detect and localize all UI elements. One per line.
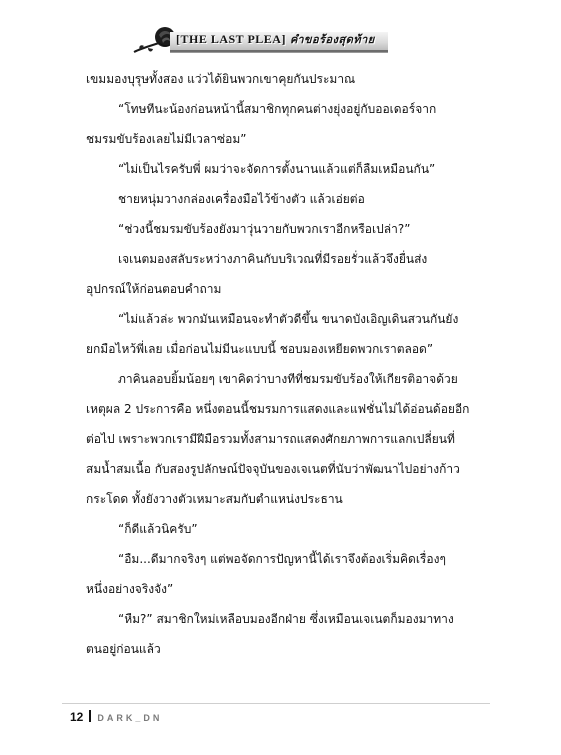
book-title-en: [THE LAST PLEA] xyxy=(176,32,286,46)
page-footer xyxy=(70,708,162,726)
text-line: “อืม...ดีมากจริงๆ แต่พอจัดการปัญหานี้ได้เราจึงต้องเริ่มคิดเรื่องๆ xyxy=(118,552,446,566)
footer-separator xyxy=(89,710,91,722)
book-title-th: คำขอร้องสุดท้าย xyxy=(289,33,375,46)
footer-divider xyxy=(62,703,490,704)
text-line: “ก็ดีแล้วนิครับ” xyxy=(118,522,198,536)
text-line: ตนอยู่ก่อนแล้ว xyxy=(86,642,161,656)
text-line: หนึ่งอย่างจริงจัง” xyxy=(86,582,174,596)
text-line: “ไม่เป็นไรครับพี่ ผมว่าจะจัดการตั้งนานแล้วแต่ก็ลืมเหมือนกัน” xyxy=(118,162,436,176)
text-line: กระโดด ทั้งยังวางตัวเหมาะสมกับตำแหน่งประธาน xyxy=(86,492,343,506)
text-line: ชมรมขับร้องเลยไม่มีเวลาซ่อม” xyxy=(86,132,247,146)
text-line: ยกมือไหว้พี่เลย เมื่อก่อนไม่มีนะแบบนี้ ชอบมองเหยียดพวกเราตลอด” xyxy=(86,342,434,356)
text-line: “โทษทีนะน้องก่อนหน้านี้สมาชิกทุกคนต่างยุ่งอยู่กับออเดอร์จาก xyxy=(118,102,437,116)
text-line: อุปกรณ์ให้ก่อนตอบคำถาม xyxy=(86,282,222,296)
text-line: เจเนตมองสลับระหว่างภาคินกับบริเวณที่มีรอยรั่วแล้วจึงยื่นส่ง xyxy=(118,252,428,266)
text-line: ชายหนุ่มวางกล่องเครื่องมือไว้ข้างตัว แล้วเอ่ยต่อ xyxy=(118,192,365,206)
book-title xyxy=(176,30,375,48)
text-line: สมน้ำสมเนื้อ กับสองรูปลักษณ์ปัจจุบันของเจเนตที่นับว่าพัฒนาไปอย่างก้าว xyxy=(86,462,460,476)
text-line: เหตุผล 2 ประการคือ หนึ่งตอนนี้ชมรมการแสดงและแฟชั่นไม่ได้อ่อนด้อยอีก xyxy=(86,402,470,416)
page-header xyxy=(132,16,392,60)
author-name: DARK_DN xyxy=(97,713,163,723)
text-line: ภาคินลอบยิ้มน้อยๆ เขาคิดว่าบางทีที่ชมรมขับร้องให้เกียรติอาจด้วย xyxy=(118,372,458,386)
text-line: “หืม?” สมาชิกใหม่เหลือบมองอีกฝ่าย ซึ่งเหมือนเจเนตก็มองมาทาง xyxy=(118,612,454,626)
page-number: 12 xyxy=(70,710,84,724)
text-line: ต่อไป เพราะพวกเรามีฝีมือรวมทั้งสามารถแสดงศักยภาพการแลกเปลี่ยนที่ xyxy=(86,432,455,446)
text-line: “ไม่แล้วล่ะ พวกมันเหมือนจะทำตัวดีขึ้น ขนาดบังเอิญเดินสวนกันยัง xyxy=(118,312,459,326)
text-line: “ช่วงนี้ชมรมขับร้องยังมาวุ่นวายกับพวกเราอีกหรือเปล่า?” xyxy=(118,222,411,236)
text-line: เขมมองบุรุษทั้งสอง แว่วได้ยินพวกเขาคุยกันประมาณ xyxy=(86,72,356,86)
page-body xyxy=(86,64,490,664)
